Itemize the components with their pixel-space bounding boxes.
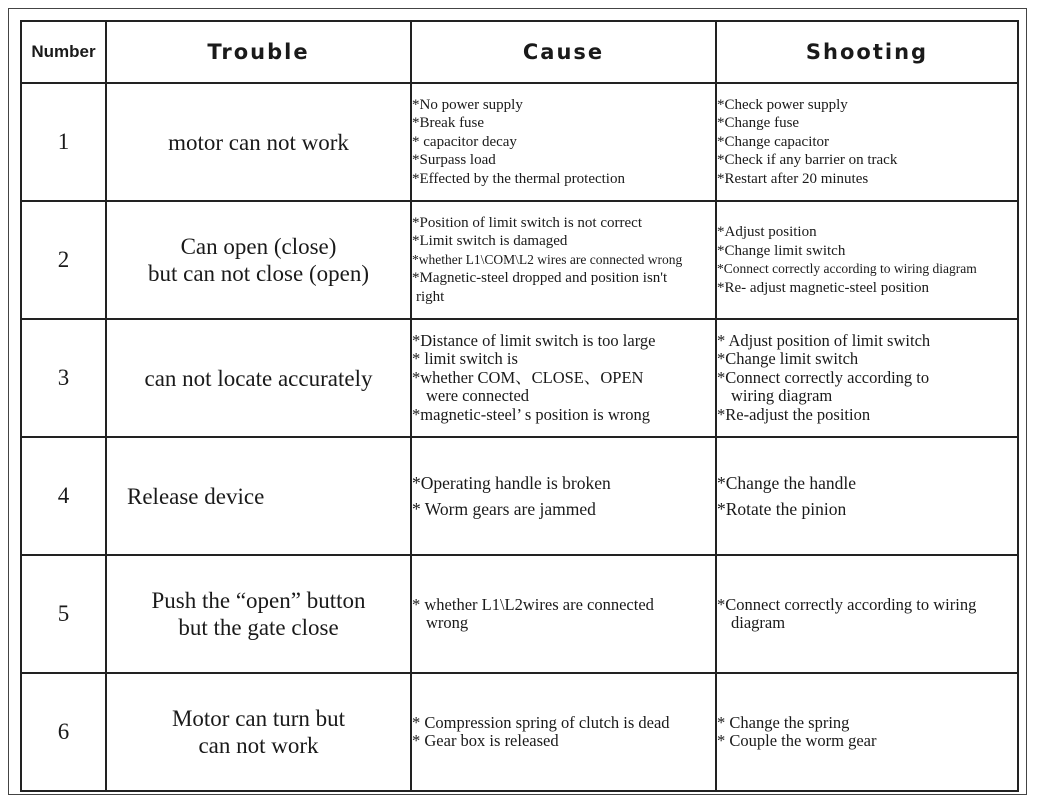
trouble-cell xyxy=(106,555,411,673)
shooting-item: *Change limit switch xyxy=(717,242,846,259)
row-number: 4 xyxy=(21,437,106,555)
shooting-item: *Restart after 20 minutes xyxy=(717,170,869,187)
cause-item: * Compression spring of clutch is dead xyxy=(412,712,670,732)
shooting-item: *Connect correctly according to wiring xyxy=(717,594,977,614)
cause-cell xyxy=(411,673,716,791)
shooting-item: *Re-adjust the position xyxy=(717,404,871,424)
trouble-text: Push the “open” button xyxy=(151,588,366,613)
trouble-text: can not locate accurately xyxy=(144,365,373,391)
shooting-item: *Check power supply xyxy=(717,96,848,113)
trouble-cell xyxy=(106,201,411,319)
cause-item: *Limit switch is damaged xyxy=(412,233,568,250)
table-row xyxy=(21,673,1018,791)
table-row xyxy=(21,555,1018,673)
trouble-cell xyxy=(106,83,411,201)
cause-item: *magnetic-steel’ s position is wrong xyxy=(412,404,650,424)
cause-item: *whether L1\COM\L2 wires are connected wrong xyxy=(412,251,683,267)
cause-cell xyxy=(411,201,716,319)
cause-item: * whether L1\L2wires are connected xyxy=(412,594,654,614)
shooting-item: *Connect correctly according to xyxy=(717,367,930,387)
cause-item: *No power supply xyxy=(412,96,523,113)
shooting-cell xyxy=(716,555,1018,673)
shooting-item: * Change the spring xyxy=(717,712,850,732)
cause-item: right xyxy=(416,288,445,305)
shooting-cell xyxy=(716,437,1018,555)
header-row xyxy=(21,21,1018,83)
cause-item: * limit switch is xyxy=(412,349,518,369)
cause-item: * Gear box is released xyxy=(412,731,559,750)
cause-item: were connected xyxy=(426,386,530,406)
trouble-text: Release device xyxy=(127,483,265,509)
cause-cell xyxy=(411,437,716,555)
row-number: 6 xyxy=(21,673,106,791)
troubleshooting-table xyxy=(20,20,1019,792)
cause-cell xyxy=(411,319,716,437)
shooting-item: *Adjust position xyxy=(717,224,817,240)
table-row xyxy=(21,83,1018,201)
shooting-cell xyxy=(716,673,1018,791)
trouble-text: can not work xyxy=(198,733,319,758)
shooting-item: * Couple the worm gear xyxy=(717,731,877,750)
cause-cell xyxy=(411,555,716,673)
trouble-text: but the gate close xyxy=(178,615,339,640)
trouble-text: Can open (close) xyxy=(180,234,337,259)
header-shooting: Shooting xyxy=(716,21,1018,83)
cause-cell xyxy=(411,83,716,201)
row-number: 3 xyxy=(21,319,106,437)
cause-item: *whether COM、CLOSE、OPEN xyxy=(412,367,644,387)
header-cause: Cause xyxy=(411,21,716,83)
shooting-cell xyxy=(716,83,1018,201)
cause-item: *Position of limit switch is not correct xyxy=(412,214,642,231)
cause-item: * capacitor decay xyxy=(412,133,517,150)
table-row xyxy=(21,319,1018,437)
cause-item: * Worm gears are jammed xyxy=(412,499,596,519)
shooting-item: * Adjust position of limit switch xyxy=(717,330,931,350)
shooting-item: *Change limit switch xyxy=(717,349,859,369)
table-row xyxy=(21,437,1018,555)
shooting-item: *Re- adjust magnetic-steel position xyxy=(717,279,930,296)
shooting-cell xyxy=(716,319,1018,437)
table-row xyxy=(21,201,1018,319)
shooting-item: diagram xyxy=(731,613,786,632)
trouble-cell xyxy=(106,437,411,555)
trouble-cell xyxy=(106,319,411,437)
cause-item: *Operating handle is broken xyxy=(412,473,611,493)
shooting-item: *Check if any barrier on track xyxy=(717,152,898,169)
shooting-item: *Change fuse xyxy=(717,115,800,132)
row-number: 1 xyxy=(21,83,106,201)
header-number: Number xyxy=(21,21,106,83)
header-trouble: Trouble xyxy=(106,21,411,83)
shooting-item: wiring diagram xyxy=(731,386,833,406)
trouble-text: Motor can turn but xyxy=(171,706,346,731)
cause-item: wrong xyxy=(426,613,469,632)
cause-item: *Surpass load xyxy=(412,152,496,169)
row-number: 5 xyxy=(21,555,106,673)
cause-item: *Effected by the thermal protection xyxy=(412,170,625,187)
row-number: 2 xyxy=(21,201,106,319)
cause-item: *Break fuse xyxy=(412,115,485,132)
shooting-item: *Rotate the pinion xyxy=(717,499,847,519)
shooting-cell xyxy=(716,201,1018,319)
shooting-item: *Change capacitor xyxy=(717,133,830,150)
cause-item: *Distance of limit switch is too large xyxy=(412,330,656,350)
cause-item: *Magnetic-steel dropped and position isn't xyxy=(412,270,668,287)
trouble-text: motor can not work xyxy=(168,129,349,155)
trouble-cell xyxy=(106,673,411,791)
shooting-item: *Change the handle xyxy=(717,473,856,493)
shooting-item: *Connect correctly according to wiring diagram xyxy=(717,261,977,276)
trouble-text: but can not close (open) xyxy=(148,261,369,286)
